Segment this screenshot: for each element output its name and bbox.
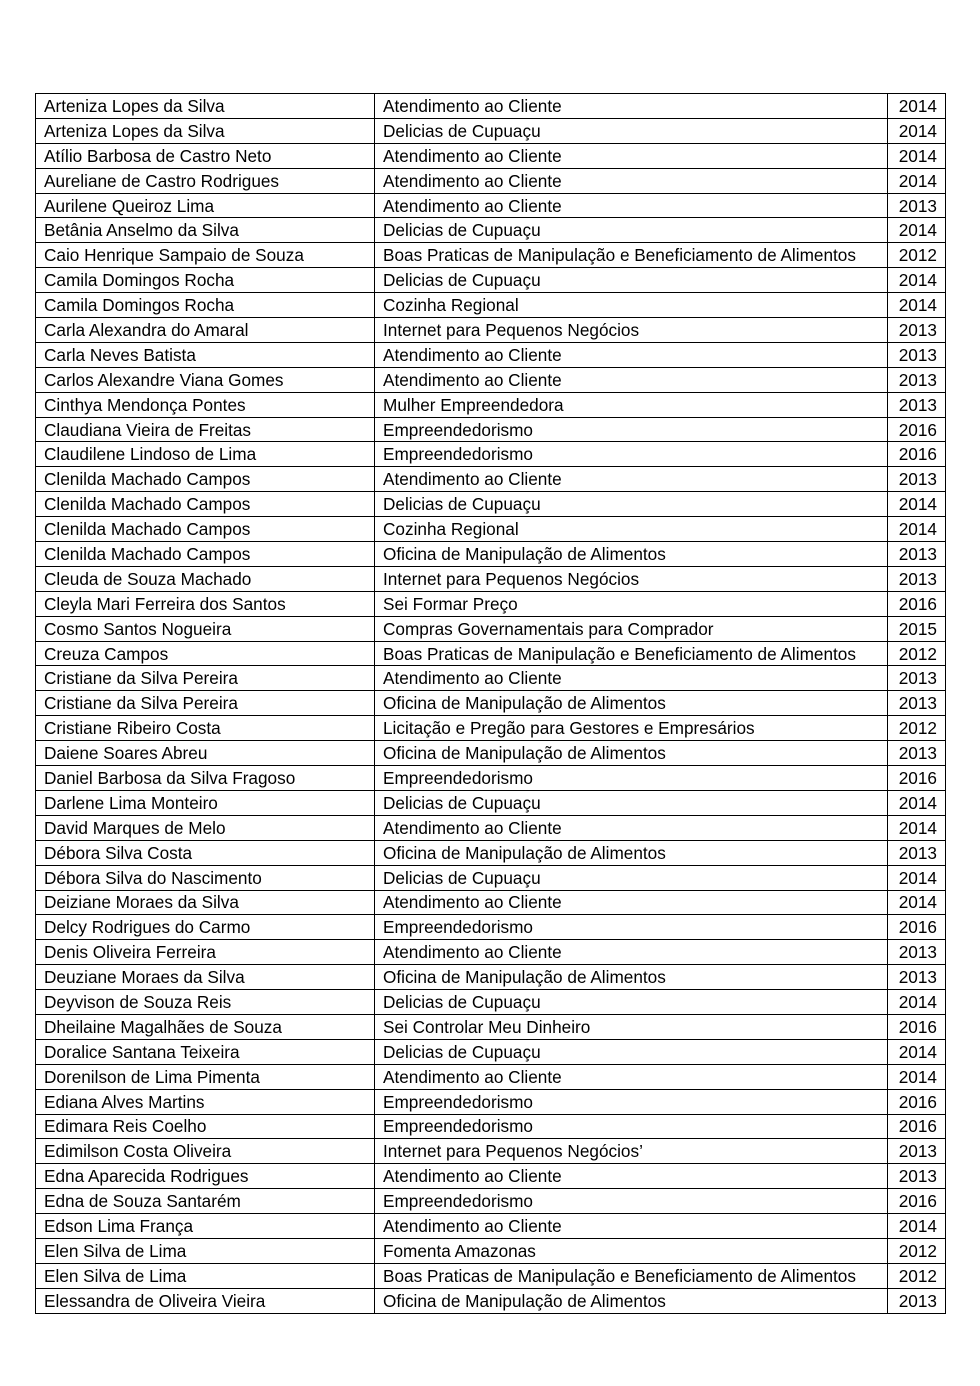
table-row	[36, 1288, 946, 1313]
participant-name-cell: Edna de Souza Santarém	[36, 1189, 375, 1214]
participant-name-cell: Edson Lima França	[36, 1214, 375, 1239]
course-name-cell: Internet para Pequenos Negócios’	[375, 1139, 888, 1164]
participant-name-cell: Deuziane Moraes da Silva	[36, 965, 375, 990]
participant-name-cell: Débora Silva do Nascimento	[36, 865, 375, 890]
year-cell: 2016	[888, 1114, 946, 1139]
year-cell: 2013	[888, 965, 946, 990]
course-name-cell: Empreendedorismo	[375, 766, 888, 791]
table-row	[36, 193, 946, 218]
year-cell: 2012	[888, 1263, 946, 1288]
course-name-cell: Empreendedorismo	[375, 1089, 888, 1114]
year-cell: 2014	[888, 168, 946, 193]
year-cell: 2013	[888, 318, 946, 343]
participant-name-cell: Arteniza Lopes da Silva	[36, 94, 375, 119]
participant-name-cell: Claudilene Lindoso de Lima	[36, 442, 375, 467]
year-cell: 2014	[888, 790, 946, 815]
participant-name-cell: Edimilson Costa Oliveira	[36, 1139, 375, 1164]
participant-name-cell: Cinthya Mendonça Pontes	[36, 392, 375, 417]
participant-name-cell: Arteniza Lopes da Silva	[36, 118, 375, 143]
course-name-cell: Oficina de Manipulação de Alimentos	[375, 1288, 888, 1313]
participant-name-cell: Carlos Alexandre Viana Gomes	[36, 367, 375, 392]
table-row	[36, 218, 946, 243]
participant-name-cell: Darlene Lima Monteiro	[36, 790, 375, 815]
year-cell: 2013	[888, 1139, 946, 1164]
participants-table-body	[36, 94, 946, 1314]
participant-name-cell: Camila Domingos Rocha	[36, 293, 375, 318]
participant-name-cell: Claudiana Vieira de Freitas	[36, 417, 375, 442]
participant-name-cell: Edna Aparecida Rodrigues	[36, 1164, 375, 1189]
year-cell: 2013	[888, 367, 946, 392]
year-cell: 2014	[888, 218, 946, 243]
course-name-cell: Oficina de Manipulação de Alimentos	[375, 542, 888, 567]
table-row	[36, 616, 946, 641]
course-name-cell: Atendimento ao Cliente	[375, 1164, 888, 1189]
year-cell: 2013	[888, 342, 946, 367]
table-row	[36, 94, 946, 119]
year-cell: 2013	[888, 392, 946, 417]
course-name-cell: Delicias de Cupuaçu	[375, 118, 888, 143]
table-row	[36, 318, 946, 343]
participant-name-cell: David Marques de Melo	[36, 815, 375, 840]
table-row	[36, 1089, 946, 1114]
year-cell: 2014	[888, 890, 946, 915]
course-name-cell: Atendimento ao Cliente	[375, 367, 888, 392]
course-name-cell: Atendimento ao Cliente	[375, 890, 888, 915]
course-name-cell: Sei Controlar Meu Dinheiro	[375, 1014, 888, 1039]
year-cell: 2014	[888, 94, 946, 119]
year-cell: 2013	[888, 666, 946, 691]
course-name-cell: Cozinha Regional	[375, 293, 888, 318]
year-cell: 2014	[888, 143, 946, 168]
table-row	[36, 766, 946, 791]
course-name-cell: Atendimento ao Cliente	[375, 143, 888, 168]
table-row	[36, 641, 946, 666]
year-cell: 2014	[888, 990, 946, 1015]
participant-name-cell: Elen Silva de Lima	[36, 1263, 375, 1288]
participant-name-cell: Clenilda Machado Campos	[36, 492, 375, 517]
table-row	[36, 392, 946, 417]
table-row	[36, 268, 946, 293]
year-cell: 2013	[888, 1164, 946, 1189]
participant-name-cell: Aureliane de Castro Rodrigues	[36, 168, 375, 193]
year-cell: 2012	[888, 641, 946, 666]
participant-name-cell: Carla Neves Batista	[36, 342, 375, 367]
course-name-cell: Delicias de Cupuaçu	[375, 268, 888, 293]
table-row	[36, 741, 946, 766]
table-row	[36, 840, 946, 865]
year-cell: 2014	[888, 517, 946, 542]
course-name-cell: Atendimento ao Cliente	[375, 94, 888, 119]
participant-name-cell: Dorenilson de Lima Pimenta	[36, 1064, 375, 1089]
participant-name-cell: Carla Alexandra do Amaral	[36, 318, 375, 343]
table-row	[36, 442, 946, 467]
participant-name-cell: Edimara Reis Coelho	[36, 1114, 375, 1139]
table-row	[36, 293, 946, 318]
participant-name-cell: Cosmo Santos Nogueira	[36, 616, 375, 641]
table-row	[36, 1164, 946, 1189]
year-cell: 2016	[888, 1089, 946, 1114]
table-row	[36, 342, 946, 367]
participant-name-cell: Daniel Barbosa da Silva Fragoso	[36, 766, 375, 791]
participant-name-cell: Daiene Soares Abreu	[36, 741, 375, 766]
course-name-cell: Atendimento ao Cliente	[375, 940, 888, 965]
table-row	[36, 965, 946, 990]
course-name-cell: Cozinha Regional	[375, 517, 888, 542]
course-name-cell: Boas Praticas de Manipulação e Beneficiamento de Alimentos	[375, 641, 888, 666]
table-row	[36, 790, 946, 815]
table-row	[36, 1139, 946, 1164]
year-cell: 2014	[888, 865, 946, 890]
course-name-cell: Sei Formar Preço	[375, 591, 888, 616]
participant-name-cell: Deyvison de Souza Reis	[36, 990, 375, 1015]
table-row	[36, 815, 946, 840]
course-name-cell: Oficina de Manipulação de Alimentos	[375, 840, 888, 865]
course-name-cell: Atendimento ao Cliente	[375, 193, 888, 218]
table-row	[36, 542, 946, 567]
year-cell: 2014	[888, 1214, 946, 1239]
table-row	[36, 566, 946, 591]
table-row	[36, 666, 946, 691]
table-row	[36, 1214, 946, 1239]
participant-name-cell: Cleyla Mari Ferreira dos Santos	[36, 591, 375, 616]
course-name-cell: Empreendedorismo	[375, 417, 888, 442]
year-cell: 2013	[888, 691, 946, 716]
participant-name-cell: Atílio Barbosa de Castro Neto	[36, 143, 375, 168]
year-cell: 2014	[888, 293, 946, 318]
course-name-cell: Empreendedorismo	[375, 1114, 888, 1139]
year-cell: 2012	[888, 243, 946, 268]
year-cell: 2013	[888, 840, 946, 865]
year-cell: 2013	[888, 542, 946, 567]
year-cell: 2013	[888, 193, 946, 218]
course-name-cell: Delicias de Cupuaçu	[375, 218, 888, 243]
participant-name-cell: Dheilaine Magalhães de Souza	[36, 1014, 375, 1039]
participant-name-cell: Clenilda Machado Campos	[36, 467, 375, 492]
participant-name-cell: Denis Oliveira Ferreira	[36, 940, 375, 965]
table-row	[36, 1189, 946, 1214]
year-cell: 2013	[888, 566, 946, 591]
table-row	[36, 492, 946, 517]
year-cell: 2016	[888, 417, 946, 442]
course-name-cell: Fomenta Amazonas	[375, 1238, 888, 1263]
year-cell: 2014	[888, 118, 946, 143]
participant-name-cell: Aurilene Queiroz Lima	[36, 193, 375, 218]
course-name-cell: Internet para Pequenos Negócios	[375, 318, 888, 343]
course-name-cell: Mulher Empreendedora	[375, 392, 888, 417]
year-cell: 2016	[888, 1189, 946, 1214]
course-name-cell: Atendimento ao Cliente	[375, 1214, 888, 1239]
participant-name-cell: Cristiane da Silva Pereira	[36, 691, 375, 716]
participant-name-cell: Clenilda Machado Campos	[36, 542, 375, 567]
table-row	[36, 1114, 946, 1139]
participant-name-cell: Camila Domingos Rocha	[36, 268, 375, 293]
year-cell: 2016	[888, 442, 946, 467]
course-name-cell: Delicias de Cupuaçu	[375, 492, 888, 517]
course-name-cell: Atendimento ao Cliente	[375, 1064, 888, 1089]
year-cell: 2016	[888, 591, 946, 616]
year-cell: 2016	[888, 766, 946, 791]
year-cell: 2016	[888, 1014, 946, 1039]
course-name-cell: Delicias de Cupuaçu	[375, 990, 888, 1015]
year-cell: 2014	[888, 268, 946, 293]
table-row	[36, 243, 946, 268]
participant-name-cell: Ediana Alves Martins	[36, 1089, 375, 1114]
participant-name-cell: Delcy Rodrigues do Carmo	[36, 915, 375, 940]
table-row	[36, 517, 946, 542]
year-cell: 2012	[888, 716, 946, 741]
participants-table	[35, 93, 946, 1314]
year-cell: 2015	[888, 616, 946, 641]
course-name-cell: Boas Praticas de Manipulação e Beneficiamento de Alimentos	[375, 243, 888, 268]
participant-name-cell: Doralice Santana Teixeira	[36, 1039, 375, 1064]
year-cell: 2013	[888, 940, 946, 965]
participant-name-cell: Deiziane Moraes da Silva	[36, 890, 375, 915]
course-name-cell: Atendimento ao Cliente	[375, 666, 888, 691]
course-name-cell: Atendimento ao Cliente	[375, 342, 888, 367]
course-name-cell: Licitação e Pregão para Gestores e Empresários	[375, 716, 888, 741]
table-row	[36, 417, 946, 442]
participant-name-cell: Caio Henrique Sampaio de Souza	[36, 243, 375, 268]
table-row	[36, 990, 946, 1015]
year-cell: 2014	[888, 492, 946, 517]
participant-name-cell: Elen Silva de Lima	[36, 1238, 375, 1263]
course-name-cell: Atendimento ao Cliente	[375, 815, 888, 840]
participant-name-cell: Cristiane da Silva Pereira	[36, 666, 375, 691]
course-name-cell: Atendimento ao Cliente	[375, 168, 888, 193]
course-name-cell: Empreendedorismo	[375, 915, 888, 940]
table-row	[36, 168, 946, 193]
course-name-cell: Compras Governamentais para Comprador	[375, 616, 888, 641]
table-row	[36, 591, 946, 616]
course-name-cell: Delicias de Cupuaçu	[375, 1039, 888, 1064]
table-row	[36, 1263, 946, 1288]
course-name-cell: Empreendedorismo	[375, 1189, 888, 1214]
participant-name-cell: Clenilda Machado Campos	[36, 517, 375, 542]
table-row	[36, 915, 946, 940]
course-name-cell: Oficina de Manipulação de Alimentos	[375, 965, 888, 990]
year-cell: 2016	[888, 915, 946, 940]
year-cell: 2012	[888, 1238, 946, 1263]
table-row	[36, 691, 946, 716]
table-row	[36, 890, 946, 915]
table-row	[36, 716, 946, 741]
table-row	[36, 1014, 946, 1039]
participant-name-cell: Débora Silva Costa	[36, 840, 375, 865]
participant-name-cell: Cristiane Ribeiro Costa	[36, 716, 375, 741]
year-cell: 2014	[888, 1064, 946, 1089]
course-name-cell: Atendimento ao Cliente	[375, 467, 888, 492]
table-row	[36, 143, 946, 168]
course-name-cell: Delicias de Cupuaçu	[375, 790, 888, 815]
participant-name-cell: Betânia Anselmo da Silva	[36, 218, 375, 243]
course-name-cell: Internet para Pequenos Negócios	[375, 566, 888, 591]
course-name-cell: Oficina de Manipulação de Alimentos	[375, 691, 888, 716]
table-row	[36, 865, 946, 890]
table-row	[36, 467, 946, 492]
table-row	[36, 367, 946, 392]
table-row	[36, 1238, 946, 1263]
participant-name-cell: Elessandra de Oliveira Vieira	[36, 1288, 375, 1313]
year-cell: 2014	[888, 815, 946, 840]
year-cell: 2013	[888, 741, 946, 766]
year-cell: 2014	[888, 1039, 946, 1064]
table-row	[36, 118, 946, 143]
course-name-cell: Boas Praticas de Manipulação e Beneficiamento de Alimentos	[375, 1263, 888, 1288]
table-row	[36, 1039, 946, 1064]
course-name-cell: Oficina de Manipulação de Alimentos	[375, 741, 888, 766]
course-name-cell: Empreendedorismo	[375, 442, 888, 467]
table-row	[36, 1064, 946, 1089]
participant-name-cell: Creuza Campos	[36, 641, 375, 666]
year-cell: 2013	[888, 1288, 946, 1313]
year-cell: 2013	[888, 467, 946, 492]
table-row	[36, 940, 946, 965]
participant-name-cell: Cleuda de Souza Machado	[36, 566, 375, 591]
course-name-cell: Delicias de Cupuaçu	[375, 865, 888, 890]
